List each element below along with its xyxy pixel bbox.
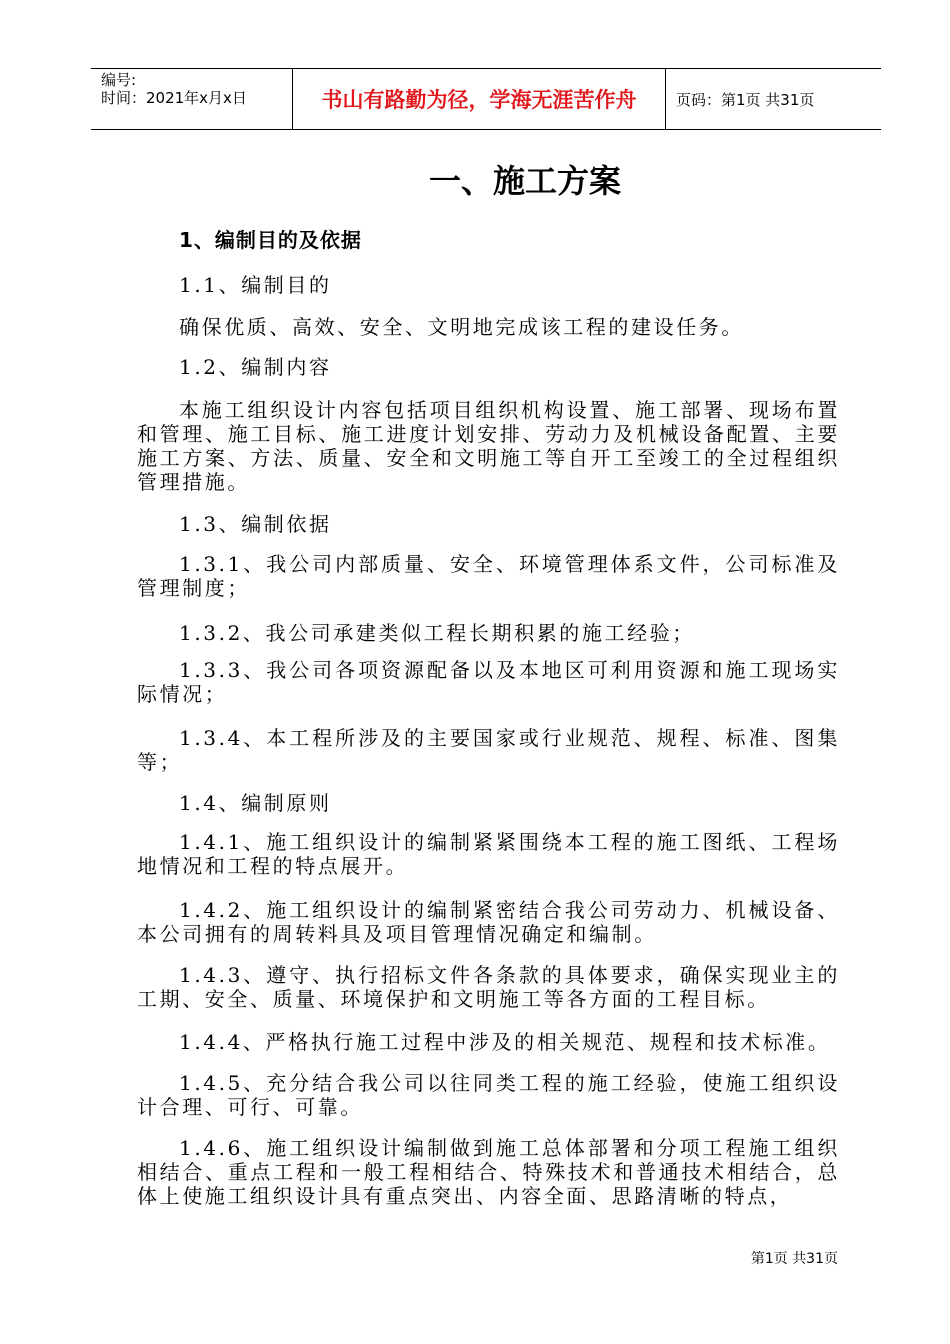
- header-meta: [91, 69, 293, 129]
- body-paragraph: 1.3.4、本工程所涉及的主要国家或行业规范、规程、标准、图集等；: [137, 726, 840, 774]
- body-paragraph: 1.4.3、遵守、执行招标文件各条款的具体要求，确保实现业主的工期、安全、质量、环境保护和文明施工等各方面的工程目标。: [137, 963, 840, 1011]
- document-title: 一、施工方案: [428, 162, 621, 200]
- body-paragraph: 1.4.5、充分结合我公司以往同类工程的施工经验，使施工组织设计合理、可行、可靠。: [137, 1071, 840, 1119]
- body-paragraph: 1.2、编制内容: [179, 355, 332, 379]
- body-paragraph: 确保优质、高效、安全、文明地完成该工程的建设任务。: [179, 315, 744, 339]
- serial-label: 编号:: [101, 71, 137, 89]
- page-footer: 第1页 共31页: [750, 1251, 838, 1267]
- body-paragraph: 1.1、编制目的: [179, 273, 332, 297]
- time-label: 时间：2021年x月x日: [101, 89, 247, 107]
- body-paragraph: 1.3.3、我公司各项资源配备以及本地区可利用资源和施工现场实际情况；: [137, 658, 840, 706]
- body-paragraph: 1.3.2、我公司承建类似工程长期积累的施工经验；: [179, 621, 695, 645]
- section-heading: 1、编制目的及依据: [179, 228, 362, 252]
- body-paragraph: 1.4.6、施工组织设计编制做到施工总体部署和分项工程施工组织相结合、重点工程和一般工程相结合、特殊技术和普通技术相结合，总体上使施工组织设计具有重点突出、内容全面、思路清晰的特点，: [137, 1136, 840, 1208]
- body-paragraph: 1.4.4、严格执行施工过程中涉及的相关规范、规程和技术标准。: [179, 1030, 831, 1054]
- body-paragraph: 本施工组织设计内容包括项目组织机构设置、施工部署、现场布置和管理、施工目标、施工进度计划安排、劳动力及机械设备配置、主要施工方案、方法、质量、安全和文明施工等自开工至竣工的全过程组织管理措施。: [137, 398, 840, 494]
- body-paragraph: 1.3、编制依据: [179, 512, 332, 536]
- page-header: [91, 68, 881, 130]
- body-paragraph: 1.4.1、施工组织设计的编制紧紧围绕本工程的施工图纸、工程场地情况和工程的特点展开。: [137, 830, 840, 878]
- body-paragraph: 1.4、编制原则: [179, 791, 332, 815]
- header-motto: 书山有路勤为径，学海无涯苦作舟: [293, 69, 666, 129]
- body-paragraph: 1.4.2、施工组织设计的编制紧密结合我公司劳动力、机械设备、本公司拥有的周转料具及项目管理情况确定和编制。: [137, 898, 840, 946]
- body-paragraph: 1.3.1、我公司内部质量、安全、环境管理体系文件，公司标准及管理制度；: [137, 552, 840, 600]
- header-page-info: 页码：第1页 共31页: [676, 90, 815, 109]
